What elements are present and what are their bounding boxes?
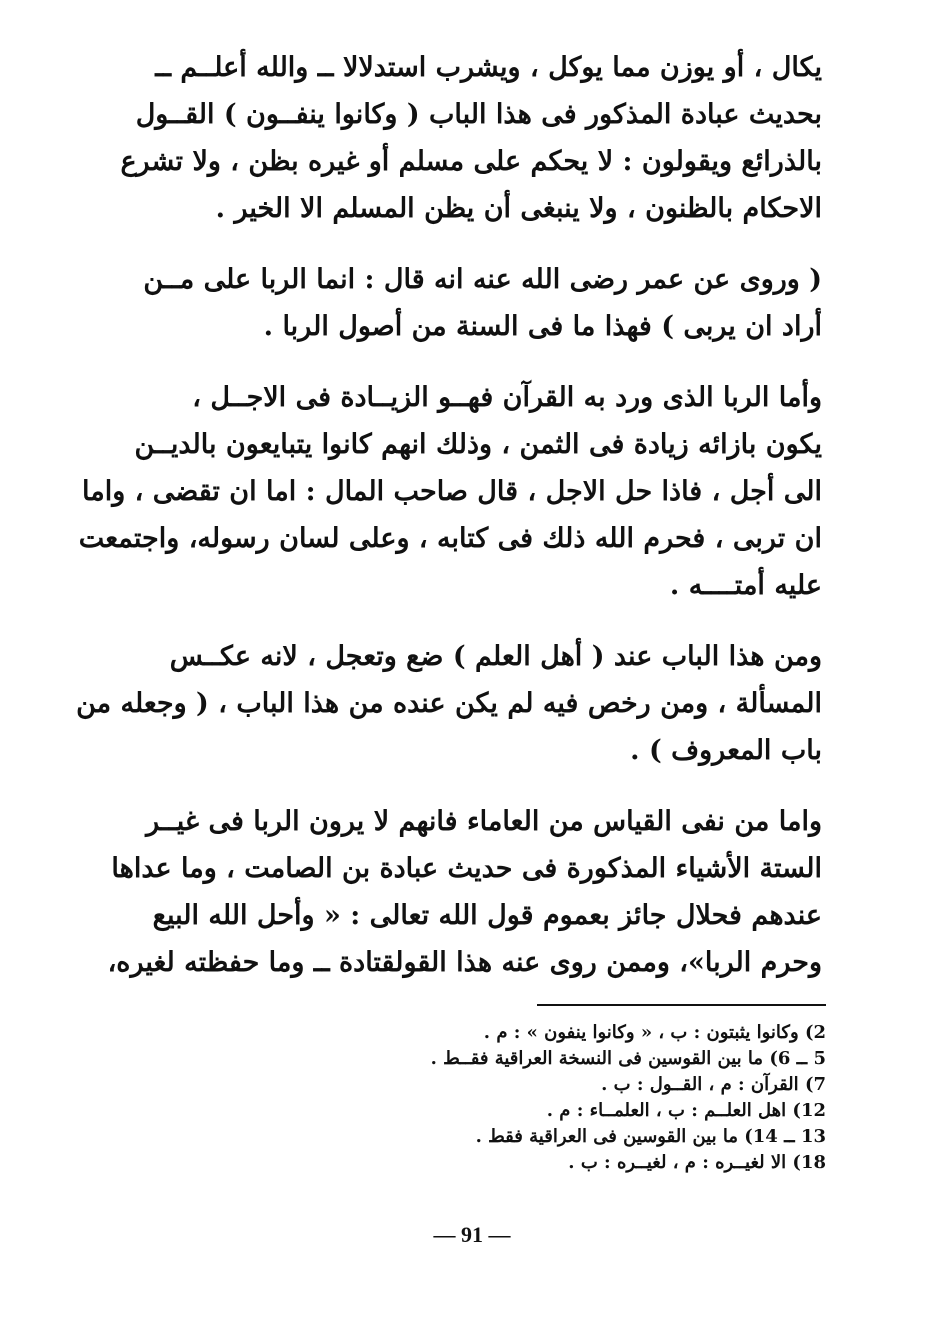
footnote-divider xyxy=(537,1004,826,1006)
text-line: بالذرائع ويقولون : لا يحكم على مسلم أو غيره بظن ، ولا تشرع xyxy=(120,146,822,177)
text-line: عليه أمتــــه . xyxy=(669,570,822,601)
text-line: يكون بازائه زيادة فى الثمن ، وذلك انهم كانوا يتبايعون بالديــن xyxy=(134,429,822,460)
footnote: 13 ــ 14) ما بين القوسين فى العراقية فقط . xyxy=(475,1126,826,1147)
text-line: وأما الربا الذى ورد به القرآن فهــو الزيــادة فى الاجــل ، xyxy=(192,382,822,413)
text-line: الستة الأشياء المذكورة فى حديث عبادة بن الصامت ، وما عداها xyxy=(111,853,822,884)
text-line: ومن هذا الباب عند ( أهل العلم ) ضع وتعجل ، لانه عكــس xyxy=(169,641,822,672)
text-line: أراد ان يربى ) فهذا ما فى السنة من أصول الربا . xyxy=(263,311,822,342)
paragraph xyxy=(107,798,822,986)
paragraph xyxy=(120,44,822,232)
paragraph xyxy=(78,374,822,609)
footnotes xyxy=(300,1020,826,1176)
text-line: عندهم فحلال جائز بعموم قول الله تعالى : « وأحل الله البيع xyxy=(152,900,822,931)
text-line: وحرم الربا»، وممن روى عنه هذا القولقتادة ــ وما حفظته لغيره، xyxy=(107,947,822,978)
text-line: ان تربى ، فحرم الله ذلك فى كتابه ، وعلى لسان رسوله، واجتمعت xyxy=(78,523,822,554)
text-line: ( وروى عن عمر رضى الله عنه انه قال : انما الربا على مــن xyxy=(143,264,822,295)
paragraph xyxy=(76,633,822,774)
main-text xyxy=(76,44,822,1010)
footnote: 5 ــ 6) ما بين القوسين فى النسخة العراقية فقــط . xyxy=(430,1048,826,1069)
text-line: الى أجل ، فاذا حل الاجل ، قال صاحب المال : اما ان تقضى ، واما xyxy=(82,476,822,507)
text-line: يكال ، أو يوزن مما يوكل ، ويشرب استدلالا ــ والله أعلــم ــ xyxy=(155,52,822,83)
text-line: باب المعروف ) . xyxy=(630,735,822,766)
page-number: — 91 — xyxy=(433,1222,511,1247)
footnote: 2) وكانوا يثبتون : ب ، « وكانوا ينفون » : م . xyxy=(483,1022,826,1043)
footnote: 12) اهل العلــم : ب ، العلمــاء : م . xyxy=(546,1100,826,1121)
text-line: واما من نفى القياس من العاماء فانهم لا يرون الربا فى غيــر xyxy=(146,806,822,837)
footnote: 18) الا لغيــره : م ، لغيــره : ب . xyxy=(568,1152,826,1173)
text-line: الاحكام بالظنون ، ولا ينبغى أن يظن المسلم الا الخير . xyxy=(215,193,822,224)
footnote: 7) القرآن : م ، القــول : ب . xyxy=(601,1074,826,1095)
text-line: بحديث عبادة المذكور فى هذا الباب ( وكانوا ينفــون ) القــول xyxy=(135,99,822,130)
paragraph xyxy=(143,256,822,350)
text-line: المسألة ، ومن رخص فيه لم يكن عنده من هذا الباب ، ( وجعله من xyxy=(76,688,822,719)
